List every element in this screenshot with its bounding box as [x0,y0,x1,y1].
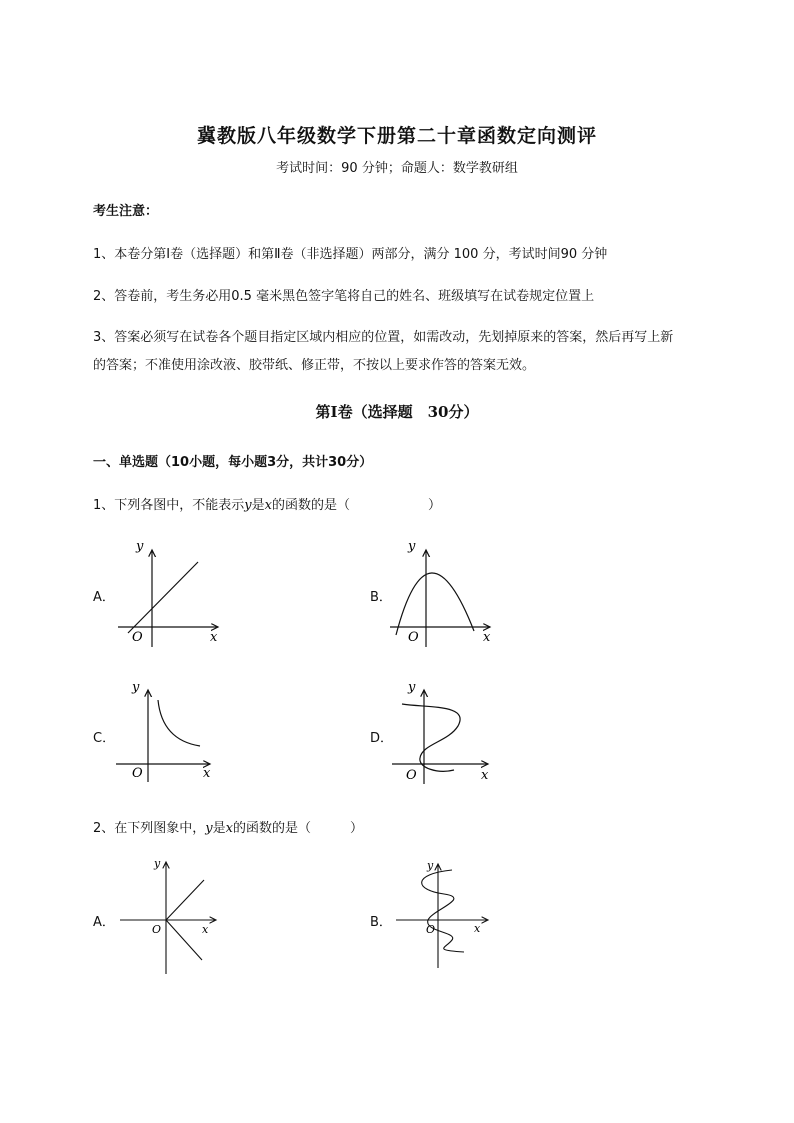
origin-label: O [408,630,419,645]
question-1-var-y: y [244,498,252,513]
q1-graph-b [388,535,503,650]
q1-option-a-label: A． [93,590,115,605]
notice-item-3-cont: 的答案；不准使用涂改液、胶带纸、修正带，不按以上要求作答的答案无效。 [93,358,536,373]
q1-option-d-label: D． [370,731,394,746]
page-title: 冀教版八年级数学下册第二十章函数定向测评 [196,125,597,147]
x-axis-label: x [210,630,218,645]
wavy-curve [422,870,464,952]
question-2-var-x: x [225,821,233,836]
parabola-curve [396,573,474,635]
question-1-stem [93,494,441,513]
y-axis-label: y [408,680,416,695]
y-axis-label: y [408,539,416,554]
y-axis-label: y [154,857,161,870]
x-axis-label: x [202,923,209,936]
question-1-var-x: x [264,498,272,513]
hyperbola-curve [158,700,200,746]
origin-label: O [426,923,436,936]
q1-graph-a [110,535,230,650]
origin-label: O [132,630,143,645]
exam-info: 考试时间：90 分钟；命题人：数学教研组 [276,161,518,176]
question-2-var-y: y [205,821,213,836]
q1-option-c-label: C． [93,731,116,746]
x-axis-label: x [481,768,489,783]
question-2-prefix: 2、在下列图象中， [93,821,206,836]
origin-label: O [152,923,162,936]
q1-option-b-label: B． [370,590,392,605]
origin-label: O [132,766,143,781]
question-2-stem [93,817,363,836]
q1-graph-d [388,678,498,788]
y-axis-label: y [427,859,434,872]
y-axis-label: y [132,680,140,695]
question-2-suffix: 的函数的是（ ） [233,821,364,836]
y-axis-label: y [136,539,144,554]
q2-graph-a [118,852,228,982]
q2-option-b-label: B． [370,915,392,930]
q2-option-a-label: A． [93,915,115,930]
x-axis-label: x [474,922,481,935]
notice-item-1: 1、本卷分第Ⅰ卷（选择题）和第Ⅱ卷（非选择题）两部分，满分 100 分，考试时间90 分钟 [93,247,608,262]
q2-graph-b [392,852,502,972]
part-title: 一、单选题（10小题，每小题3分，共计30分） [93,455,373,470]
notice-item-2: 2、答卷前，考生务必用0.5 毫米黑色签字笔将自己的姓名、班级填写在试卷规定位置上 [93,289,595,304]
upper-ray [166,880,204,920]
question-1-mid: 是 [251,498,265,513]
question-2-mid: 是 [212,821,226,836]
lower-ray [166,920,202,960]
x-axis-label: x [203,766,211,781]
section-title: 第Ⅰ卷（选择题 30分） [315,403,479,421]
origin-label: O [406,768,417,783]
s-curve [402,704,460,771]
question-1-prefix: 1、下列各图中，不能表示 [93,498,245,513]
notice-heading: 考生注意： [93,204,159,219]
notice-item-3: 3、答案必须写在试卷各个题目指定区域内相应的位置，如需改动，先划掉原来的答案，然后再写上新 [93,330,674,345]
x-axis-label: x [483,630,491,645]
q1-graph-c [110,678,220,788]
question-1-suffix: 的函数的是（ ） [272,498,442,513]
function-line [128,562,198,633]
